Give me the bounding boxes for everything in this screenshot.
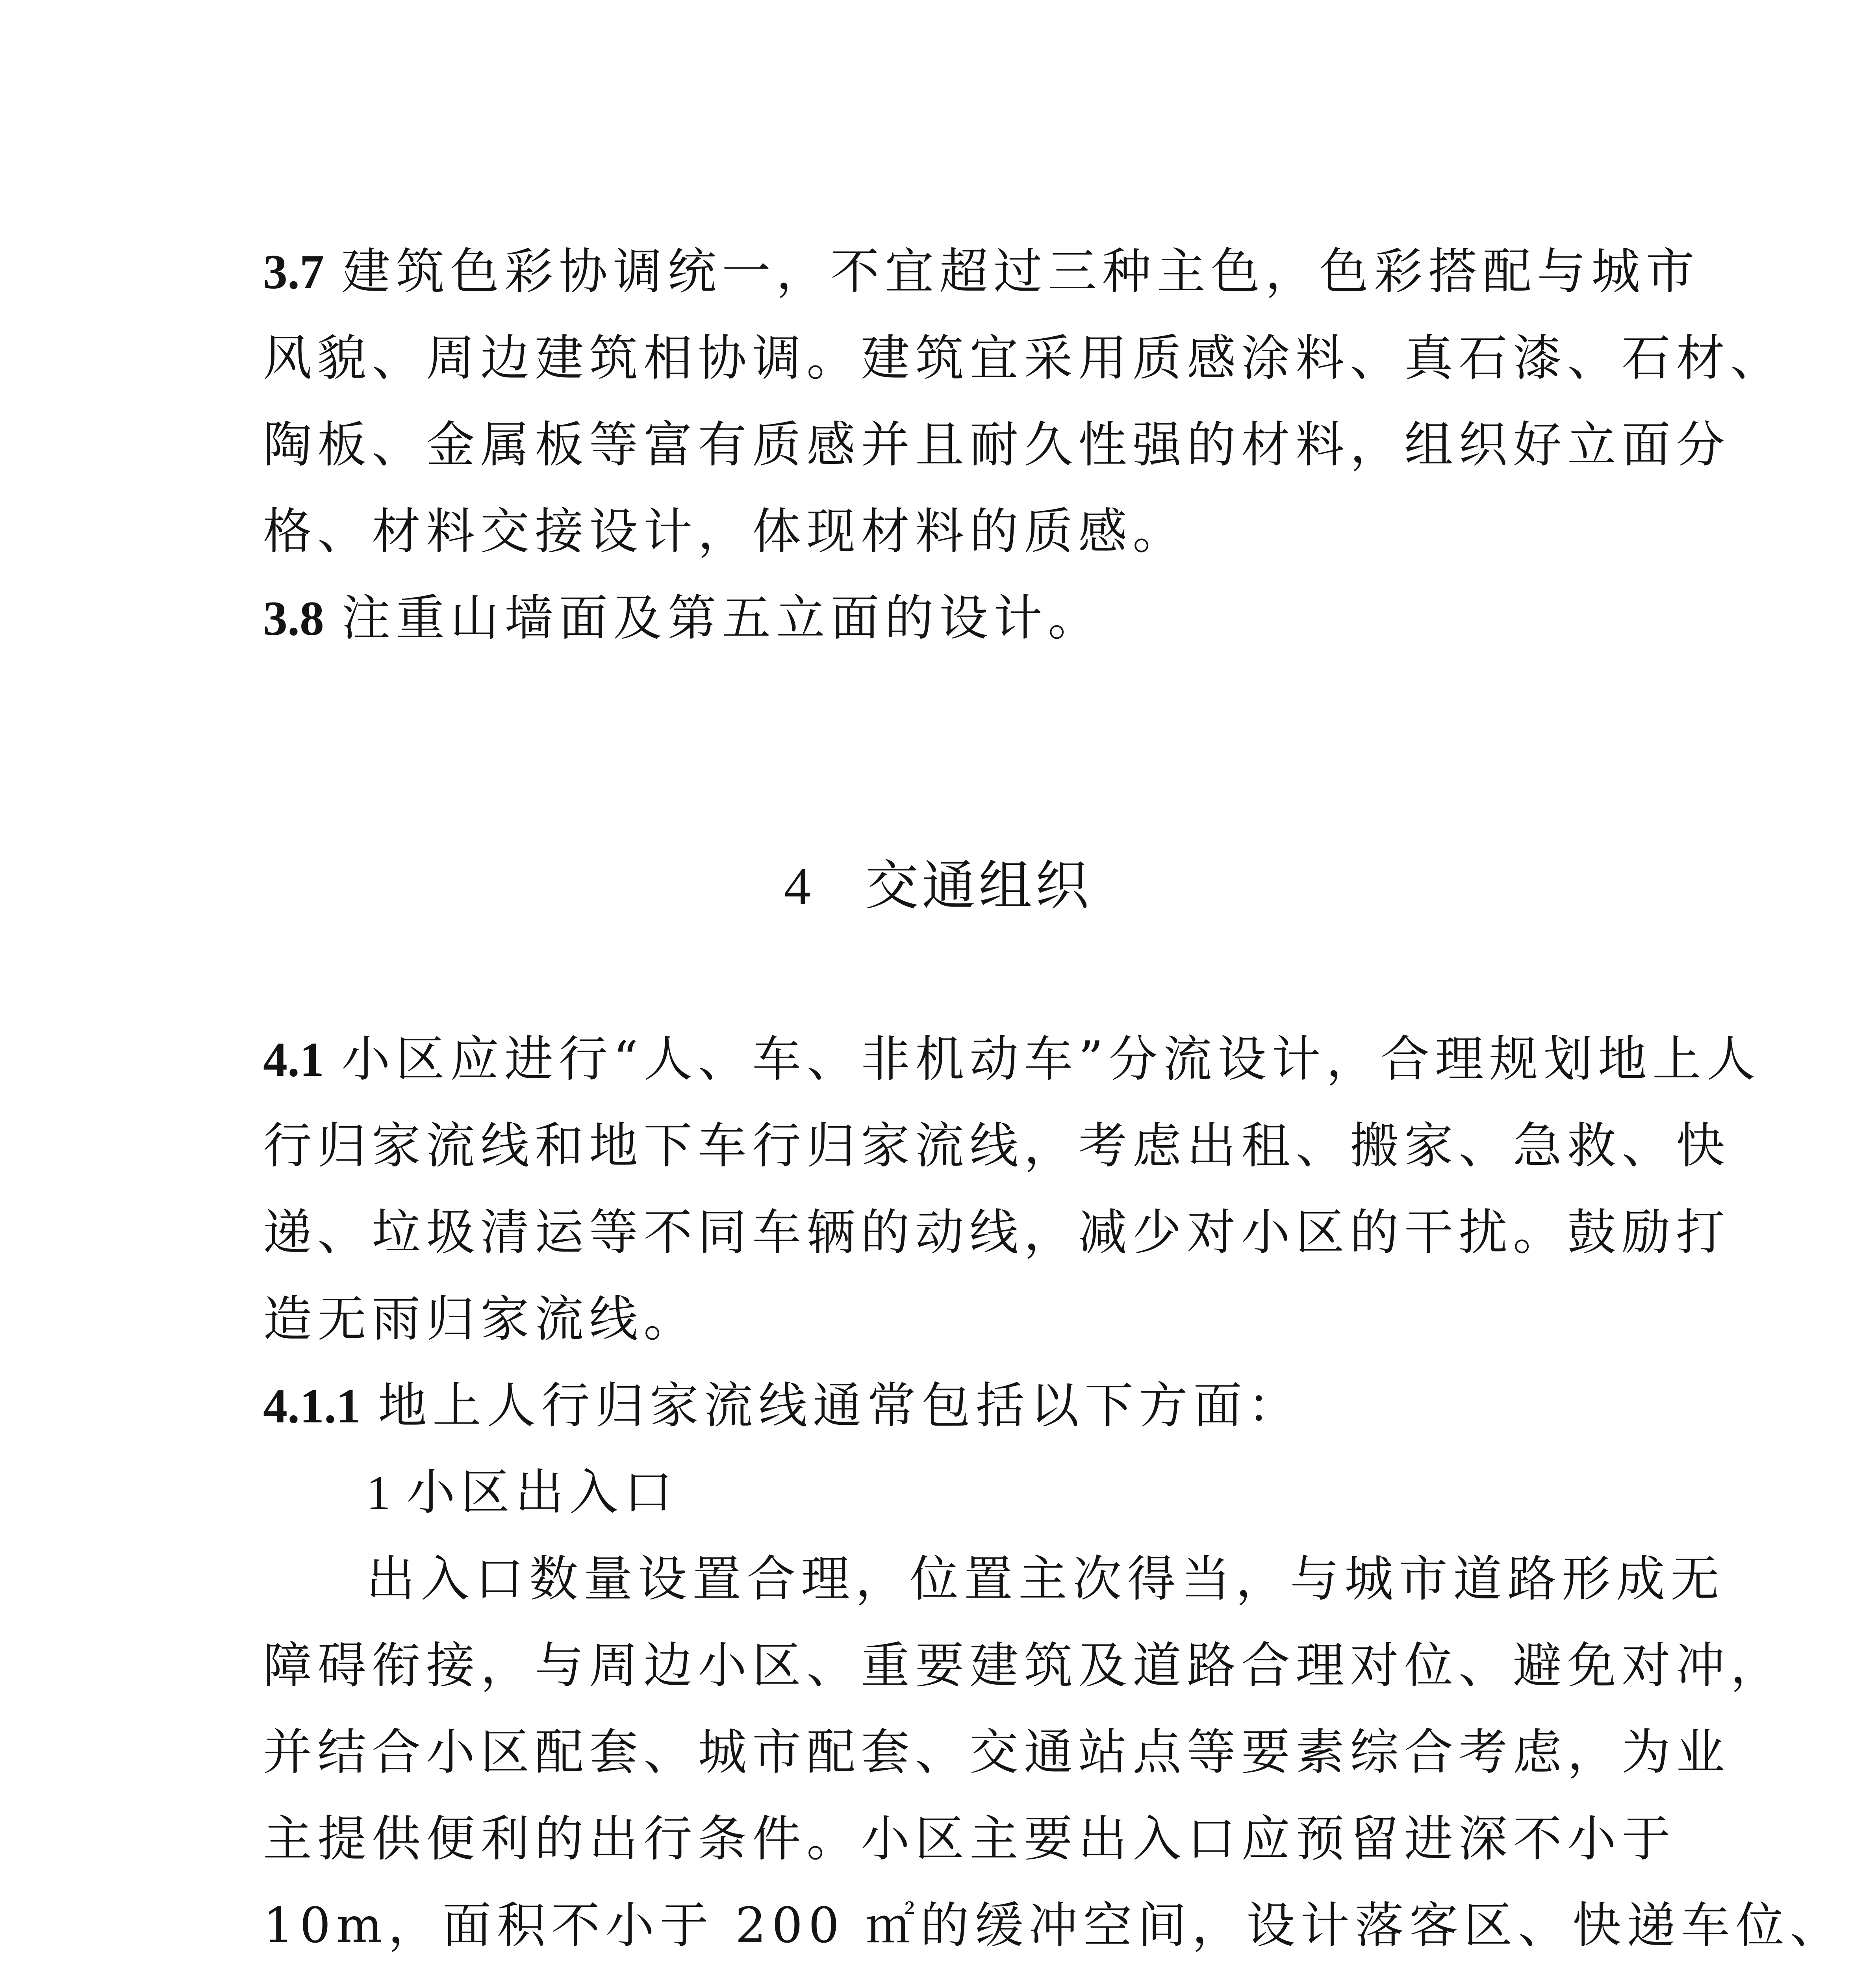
item-1-line-3 — [0, 1721, 1876, 1784]
section-heading — [0, 851, 1876, 922]
clause-4-1-line-1 — [0, 1028, 1876, 1091]
paragraph-text: 并结合小区配套、城市配套、交通站点等要素综合考虑，为业 — [263, 1724, 1731, 1781]
clause-3-7-line-4 — [0, 500, 1876, 563]
clause-3-7-line-1 — [0, 240, 1876, 303]
clause-text: 小区应进行“人、车、非机动车”分流设计，合理规划地上人 — [341, 1031, 1761, 1088]
clause-text: 建筑色彩协调统一，不宜超过三种主色，色彩搭配与城市 — [341, 243, 1700, 300]
clause-text: 递、垃圾清运等不同车辆的动线，减少对小区的干扰。鼓励打 — [263, 1204, 1731, 1261]
clause-text: 造无雨归家流线。 — [263, 1291, 698, 1348]
clause-number: 4.1 — [263, 1033, 324, 1086]
clause-number: 3.7 — [263, 245, 324, 299]
clause-text: 格、材料交接设计，体现材料的质感。 — [263, 503, 1187, 560]
paragraph-text: 主提供便利的出行条件。小区主要出入口应预留进深不小于 — [263, 1811, 1676, 1867]
clause-4-1-line-3 — [0, 1201, 1876, 1264]
clause-3-7-line-2 — [0, 327, 1876, 390]
clause-4-1-1 — [0, 1374, 1876, 1437]
item-1-line-5 — [0, 1894, 1876, 1957]
item-1-line-1 — [0, 1548, 1876, 1611]
clause-3-8 — [0, 587, 1876, 650]
clause-text: 风貌、周边建筑相协调。建筑宜采用质感涂料、真石漆、石材、 — [263, 330, 1785, 387]
clause-text: 地上人行归家流线通常包括以下方面： — [378, 1378, 1302, 1434]
clause-4-1-line-4 — [0, 1288, 1876, 1351]
item-1-title — [0, 1461, 1876, 1524]
clause-3-7-line-3 — [0, 413, 1876, 476]
paragraph-text: 出入口数量设置合理，位置主次得当，与城市道路形成无 — [366, 1551, 1725, 1607]
item-1-line-2 — [0, 1634, 1876, 1697]
paragraph-text: 障碍衔接，与周边小区、重要建筑及道路合理对位、避免对冲， — [263, 1637, 1785, 1694]
clause-number: 3.8 — [263, 591, 324, 645]
clause-number: 4.1.1 — [263, 1379, 361, 1433]
item-number: 1 — [366, 1466, 391, 1520]
paragraph-text: 10m，面积不小于 200 ㎡的缓冲空间，设计落客区、快递车位、 — [263, 1897, 1844, 1954]
clause-text: 陶板、金属板等富有质感并且耐久性强的材料，组织好立面分 — [263, 417, 1731, 473]
section-title: 交通组织 — [865, 855, 1092, 917]
clause-4-1-line-2 — [0, 1114, 1876, 1177]
clause-text: 行归家流线和地下车行归家流线，考虑出租、搬家、急救、快 — [263, 1118, 1731, 1174]
section-number: 4 — [784, 857, 814, 916]
item-title: 小区出入口 — [406, 1464, 678, 1521]
clause-text: 注重山墙面及第五立面的设计。 — [341, 590, 1103, 647]
item-1-line-4 — [0, 1808, 1876, 1871]
